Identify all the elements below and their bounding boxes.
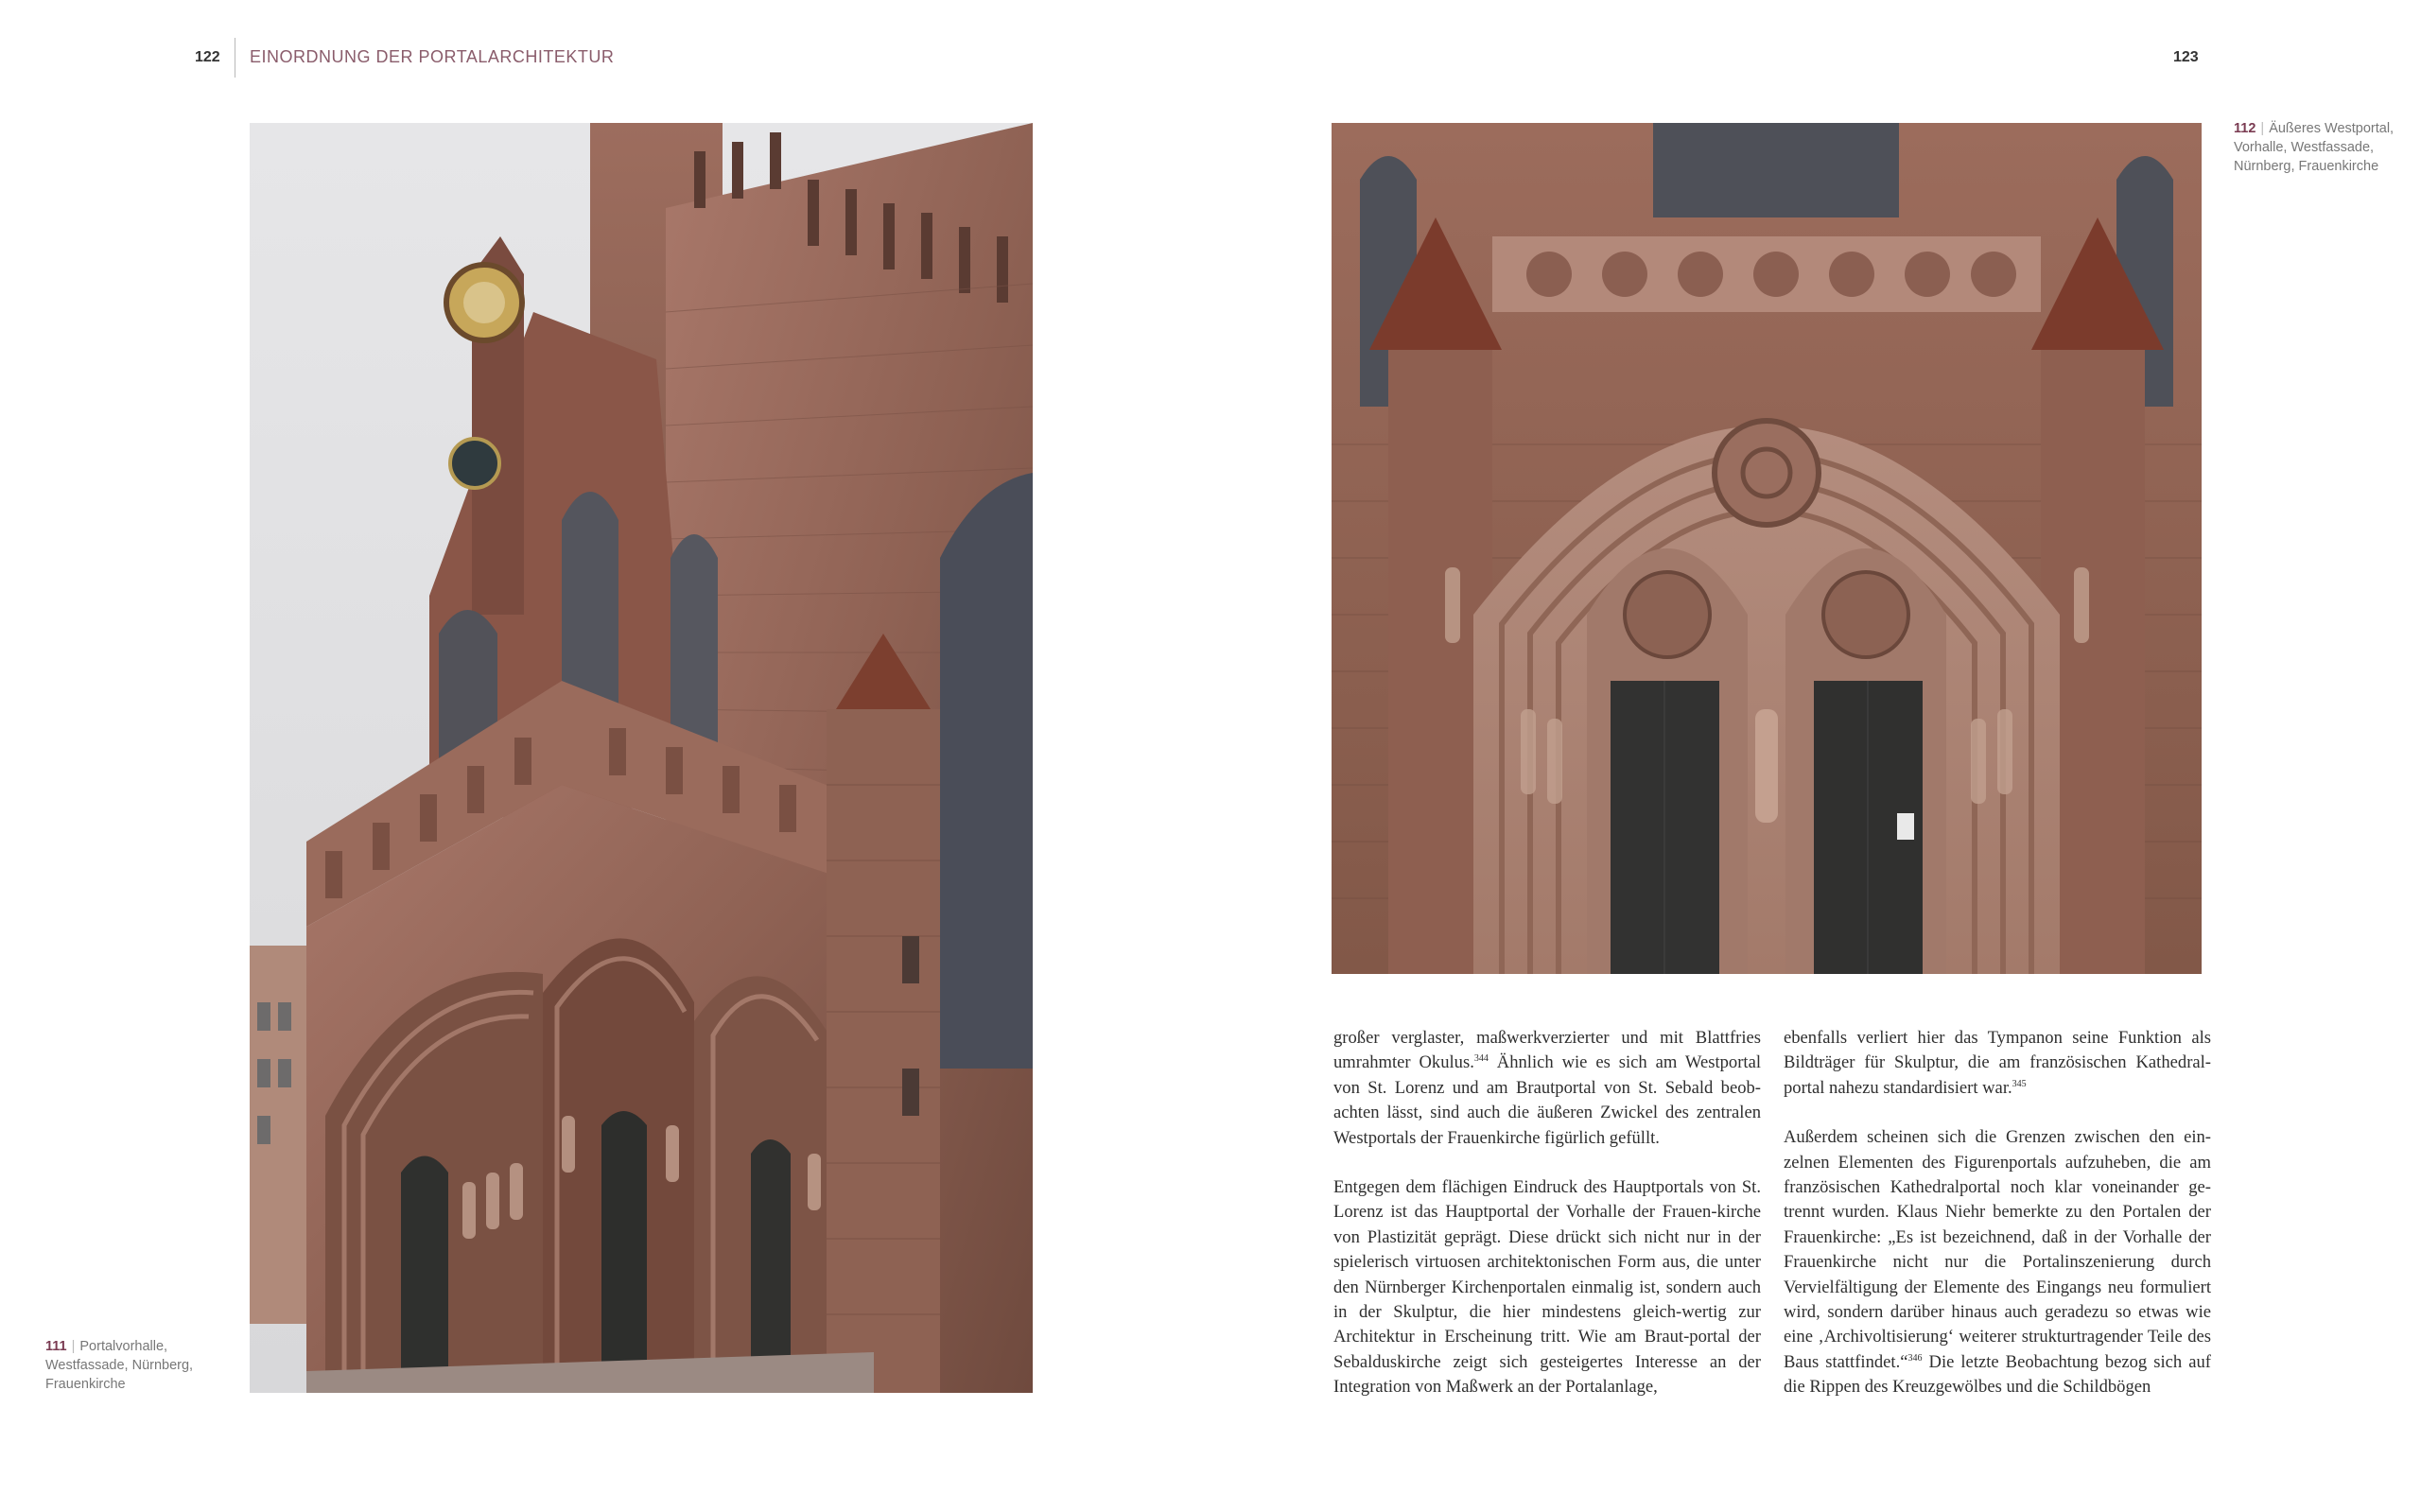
figure-111-caption: [45, 1337, 235, 1394]
figure-111-photo: [250, 123, 1033, 1393]
paragraph: ebenfalls verliert hier das Tympanon seine Funktion als Bildträger für Skulptur, die am französischen Kathedral-portal nahezu standardisiert war.$^{345}$: [1784, 1028, 2211, 1098]
figure-112-caption-line: Äußeres Westportal,: [2269, 121, 2395, 136]
footnote-ref: 344: [1473, 1053, 1489, 1065]
figure-111-number: 111: [45, 1339, 67, 1354]
footnote-ref: 345: [2012, 1078, 2027, 1089]
figure-112-number: 112: [2234, 121, 2256, 136]
figure-111-caption-line: Portalvorhalle,: [79, 1339, 168, 1354]
figure-112-photo: [1332, 123, 2202, 974]
frauenkirche-west-portal-frontal-photo-icon: [1332, 123, 2202, 974]
text-column-left: [1333, 1026, 1761, 1425]
figure-112-caption: [2234, 119, 2413, 176]
figure-111-caption-line: Frauenkirche: [45, 1377, 126, 1392]
paragraph: Entgegen dem flächigen Eindruck des Hauptportals von St. Lorenz ist das Hauptportal der Vorhalle der Frauen-kirche von Plastizität geprägt. Diese drückt sich nicht nur in der spielerisch virtuosen architektonischen Form aus, die unter den Nürnberger Kirchenportalen einmalig ist, sondern auch in der Skulptur, die hier mindestens gleich-wertig zur Architektur in Erscheinung tritt. Wie am Braut-portal der Sebalduskirche zeigt sich gesteigertes Interesse an der Integration von Maßwerk an der Portalanlage,: [1333, 1177, 1761, 1398]
figure-112-caption-line: Vorhalle, Westfassade,: [2234, 140, 2375, 155]
caption-separator: |: [2260, 121, 2265, 136]
right-page-number: 123: [2173, 49, 2199, 65]
figure-111-caption-line: Westfassade, Nürnberg,: [45, 1358, 194, 1373]
caption-separator: |: [71, 1339, 76, 1354]
paragraph: Außerdem scheinen sich die Grenzen zwischen den ein-zelnen Elementen des Figurenportals aufzuheben, die am französischen Kathedralportal noch klar voneinander ge-trennt wurden. Klaus Niehr bemerkte zu den Portalen der Frauenkirche: „Es ist bezeichnend, daß in der Vorhalle der Frauenkirche nicht nur die Portalinszenierung durch Vervielfältigung der Elemente des Eingangs neu formuliert wird, sondern darüber hinaus auch geradezu so etwas wie eine ‚Archivoltisierung‘ weiterer strukturtragender Teile des Baus stattfindet.“$^{346}$ Die letzte Beobachtung bezog sich auf die Rippen des Kreuzgewölbes und die Schildbögen: [1784, 1127, 2211, 1398]
text-column-right: [1784, 1026, 2211, 1425]
figure-112-caption-line: Nürnberg, Frauenkirche: [2234, 159, 2379, 174]
footnote-ref: 346: [1907, 1352, 1923, 1364]
frauenkirche-portal-oblique-photo-icon: [250, 123, 1033, 1393]
left-page-number: 122: [195, 49, 220, 65]
running-head: EINORDNUNG DER PORTALARCHITEKTUR: [250, 47, 615, 66]
paragraph: großer verglaster, maßwerkverzierter und mit Blattfries umrahmter Okulus.$^{344}$ Ähnlich wie es sich am Westportal von St. Lorenz und am Brautportal von St. Sebald beob-achten lässt, sind auch die äußeren Zwickel des zentralen Westportals der Frauenkirche figürlich gefüllt.: [1333, 1028, 1761, 1148]
